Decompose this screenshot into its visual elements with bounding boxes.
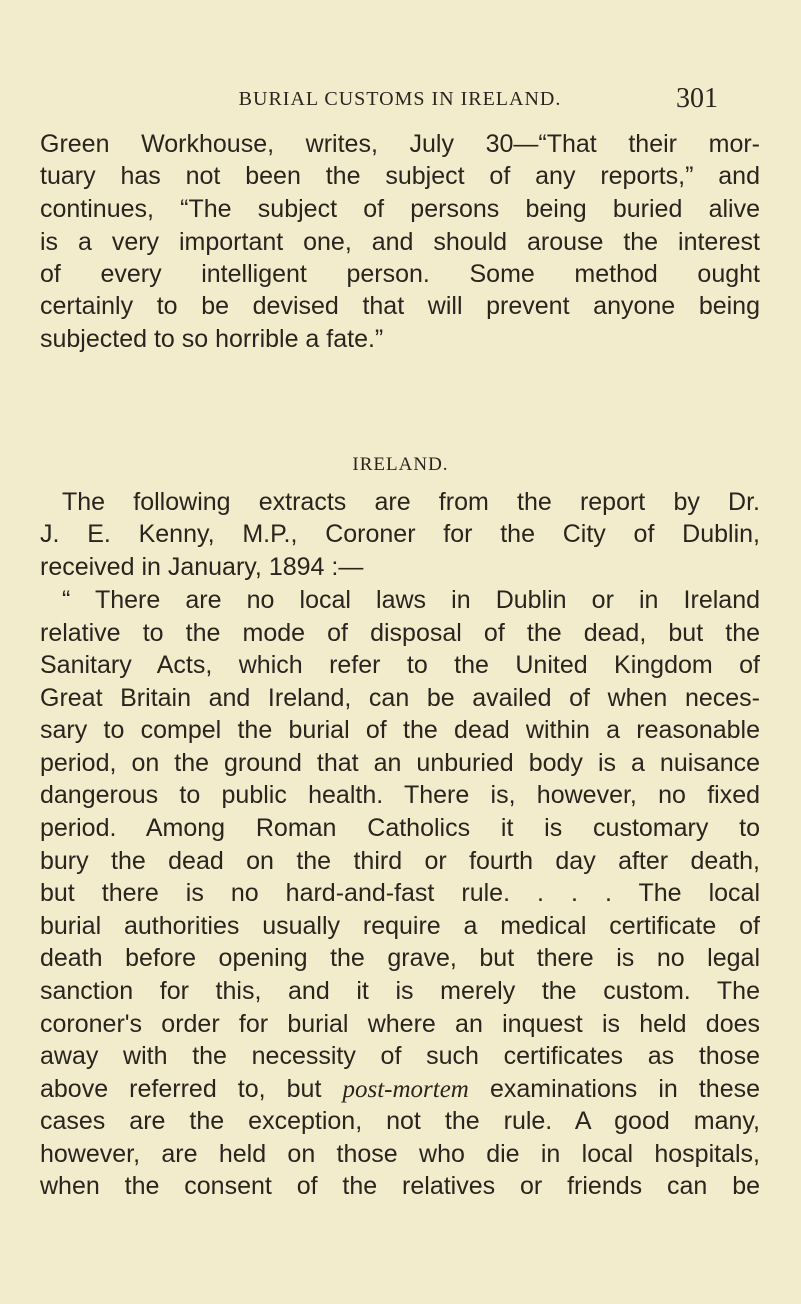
section-heading: IRELAND. xyxy=(352,454,449,475)
text-line xyxy=(40,1073,760,1106)
text-line: The following extracts are from the report by Dr. xyxy=(62,488,760,516)
text-line: sary to compel the burial of the dead within a reasonable xyxy=(40,716,760,744)
text-line: “ There are no local laws in Dublin or in Ireland xyxy=(62,586,760,614)
text-line: burial authorities usually require a medical certificate of xyxy=(40,912,760,940)
page-number: 301 xyxy=(676,83,718,114)
text-line: tuary has not been the subject of any reports,” and xyxy=(40,162,760,190)
text-line: J. E. Kenny, M.P., Coroner for the City of Dublin, xyxy=(40,520,760,548)
text-line: death before opening the grave, but there is no legal xyxy=(40,944,760,972)
text-line: continues, “The subject of persons being buried alive xyxy=(40,195,760,223)
text-line: but there is no hard-and-fast rule. . . . The local xyxy=(40,879,760,907)
text-fragment: above referred to, but xyxy=(40,1075,343,1103)
text-line: sanction for this, and it is merely the custom. The xyxy=(40,977,760,1005)
text-line: Sanitary Acts, which refer to the United Kingdom of xyxy=(40,651,760,679)
text-line: is a very important one, and should arouse the interest xyxy=(40,228,760,256)
text-line: subjected to so horrible a fate.” xyxy=(40,325,384,353)
text-line: dangerous to public health. There is, however, no fixed xyxy=(40,781,760,809)
text-line: coroner's order for burial where an inquest is held does xyxy=(40,1010,760,1038)
italic-term: post-mortem xyxy=(342,1076,469,1103)
text-line: cases are the exception, not the rule. A good many, xyxy=(40,1107,760,1135)
text-line: however, are held on those who die in local hospitals, xyxy=(40,1140,760,1168)
text-line: of every intelligent person. Some method ought xyxy=(40,260,760,288)
text-line: Great Britain and Ireland, can be availed of when neces- xyxy=(40,684,760,712)
text-line: when the consent of the relatives or friends can be xyxy=(40,1172,760,1200)
running-head: BURIAL CUSTOMS IN IRELAND. xyxy=(238,88,562,110)
text-fragment: examinations in these xyxy=(468,1075,760,1103)
text-line: away with the necessity of such certificates as those xyxy=(40,1042,760,1070)
text-line: period. Among Roman Catholics it is customary to xyxy=(40,814,760,842)
text-line: certainly to be devised that will prevent anyone being xyxy=(40,292,760,320)
text-line: Green Workhouse, writes, July 30—“That their mor- xyxy=(40,130,760,158)
text-line: received in January, 1894 :— xyxy=(40,553,364,581)
text-line: bury the dead on the third or fourth day after death, xyxy=(40,847,760,875)
text-line: period, on the ground that an unburied body is a nuisance xyxy=(40,749,760,777)
text-line: relative to the mode of disposal of the dead, but the xyxy=(40,619,760,647)
